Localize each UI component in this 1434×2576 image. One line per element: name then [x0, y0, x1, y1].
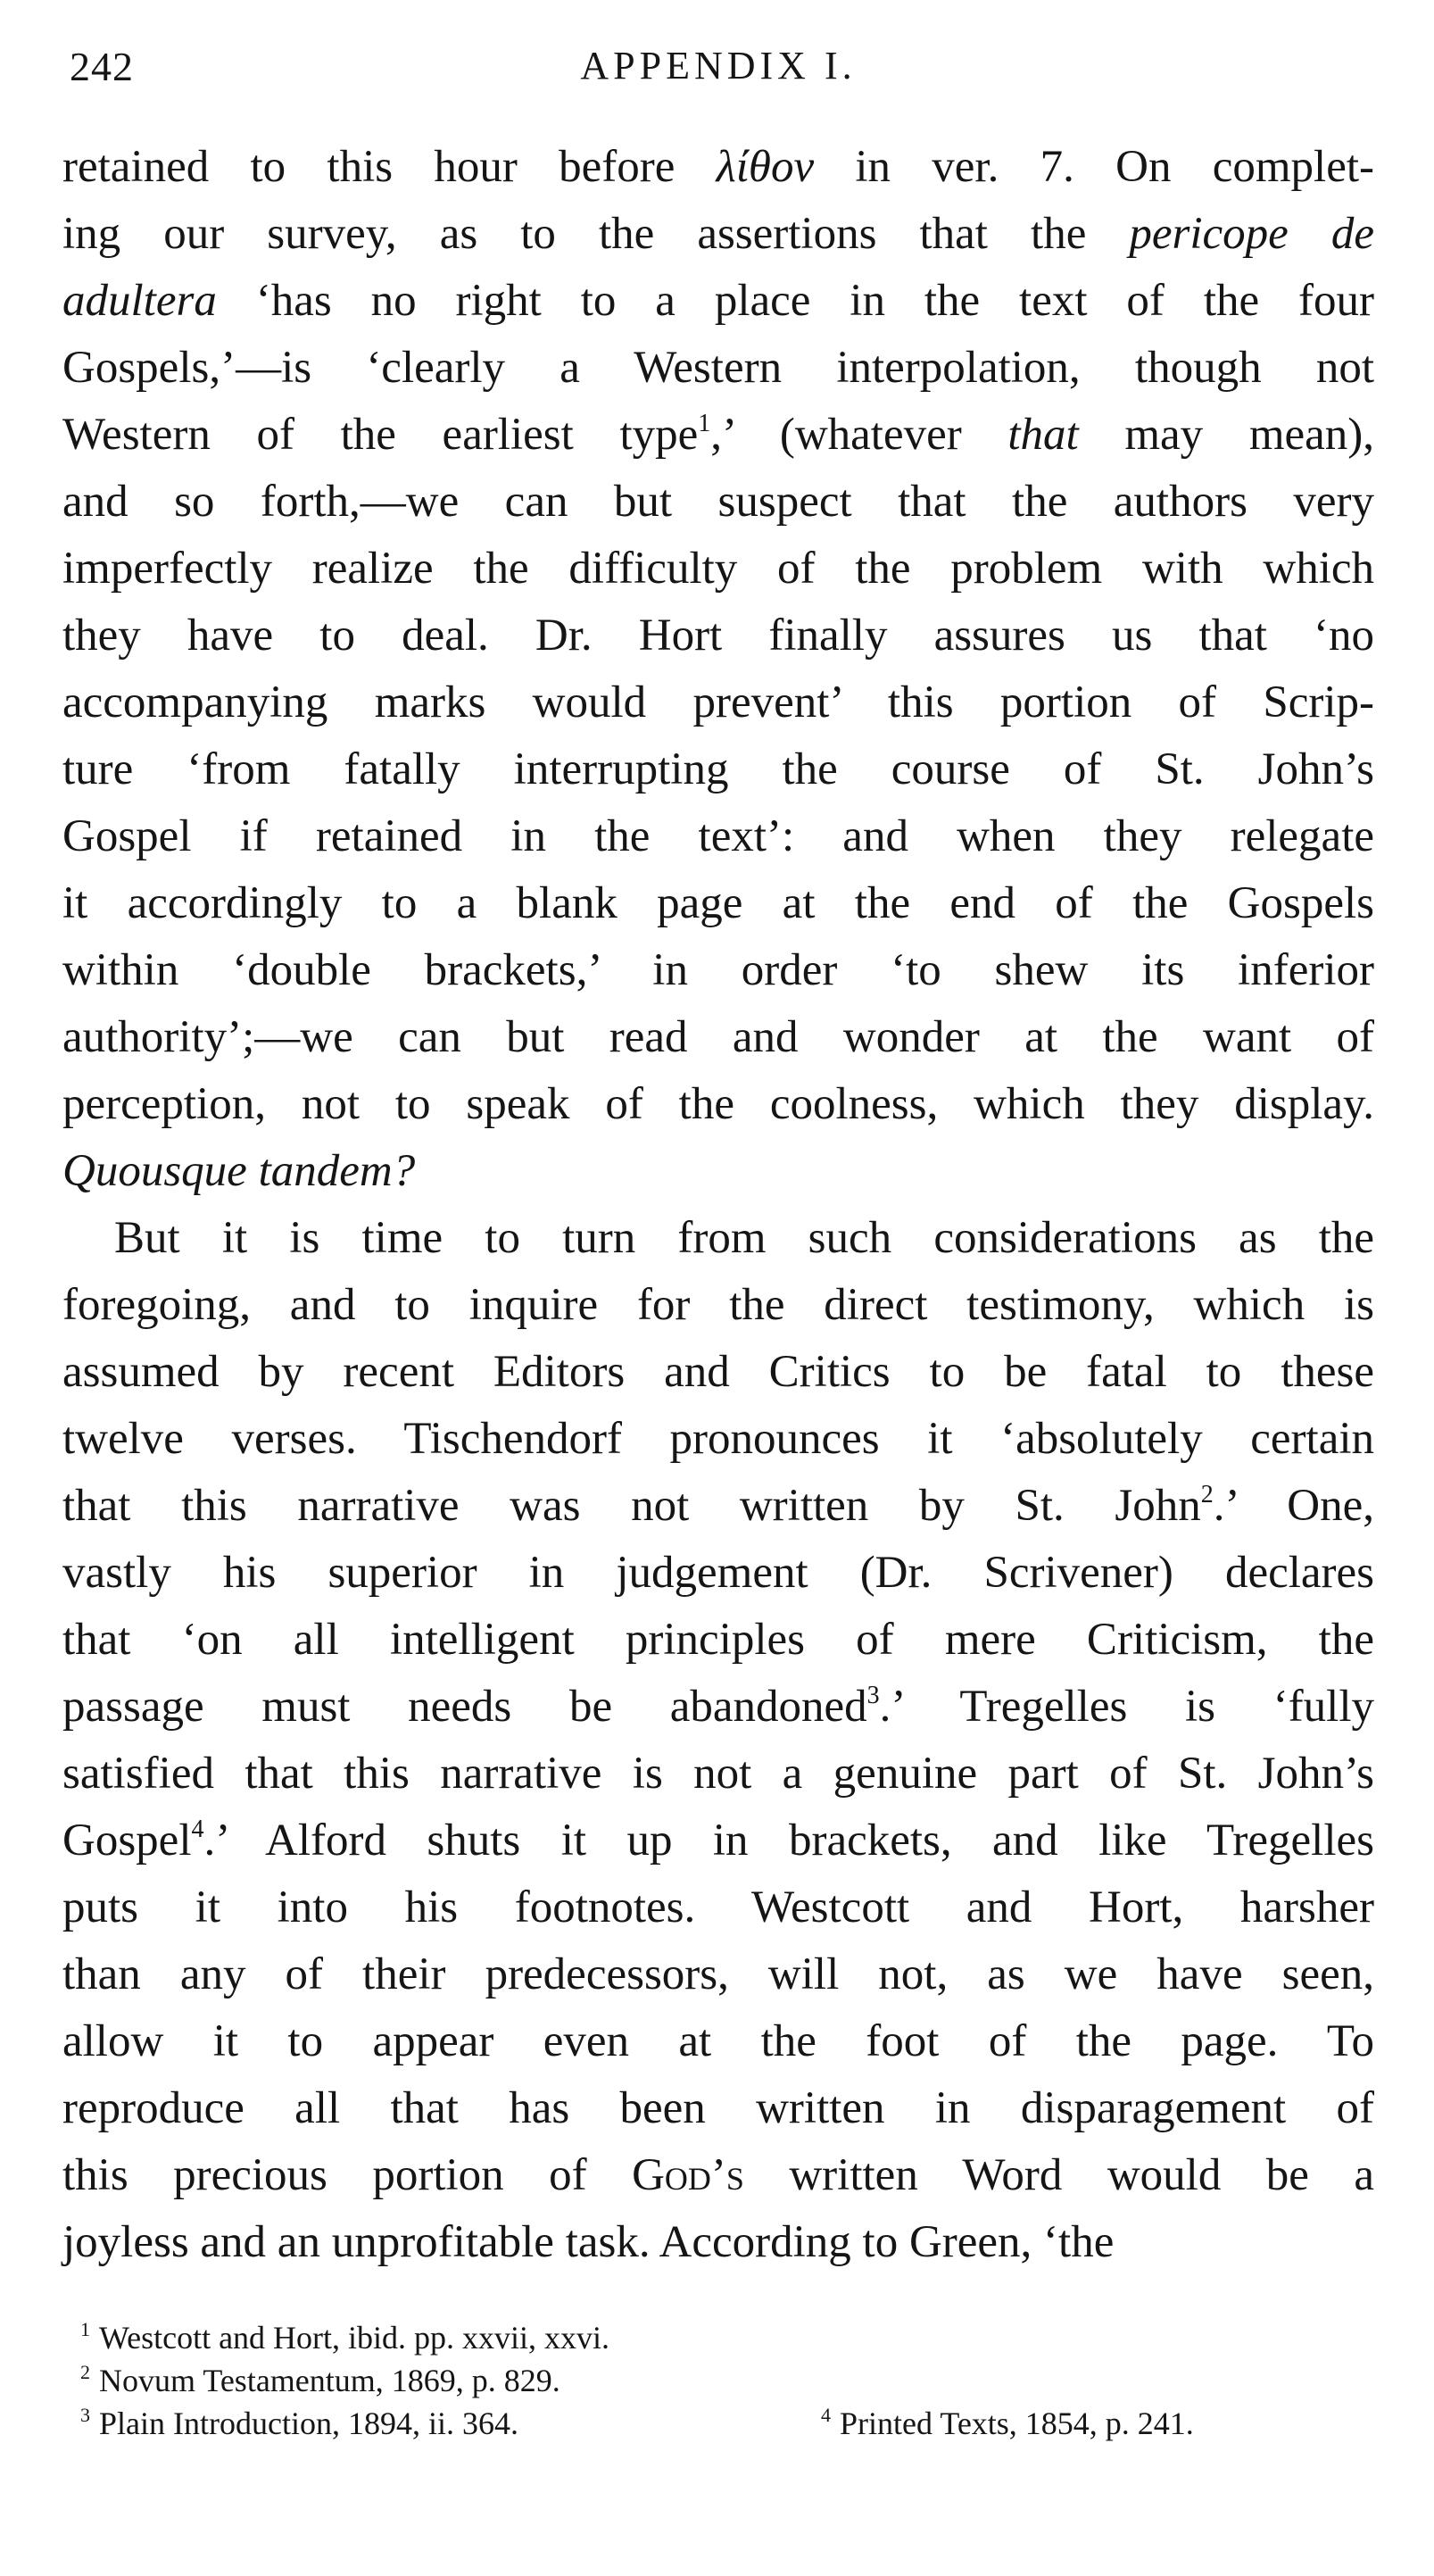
paragraph-2 [62, 1205, 1374, 2276]
text-line: joyless and an unprofitable task. According to Green, ‘the [62, 2217, 1115, 2267]
text-line: than any of their predecessors, will not, as we have seen, [62, 1949, 1374, 1999]
text-line: authority’;—we can but read and wonder at the want of [62, 1012, 1374, 1062]
footnote: $^4$ Printed Texts, 1854, p. 241. [821, 2404, 1194, 2441]
footnote: $^2$ Novum Testamentum, 1869, p. 829. [80, 2361, 560, 2398]
footnote: $^3$ Plain Introduction, 1894, ii. 364. [80, 2404, 518, 2441]
page-number: 242 [70, 44, 134, 89]
text-line: Quousque tandem? [62, 1146, 416, 1196]
footnote-number: 1 [80, 2318, 90, 2340]
footnote-marker: 1 [698, 410, 711, 437]
text-line: reproduce all that has been written in disparagement of [62, 2083, 1374, 2133]
footnotes [80, 2316, 1347, 2445]
footnote-number: 4 [821, 2404, 831, 2426]
text-line: adultera ‘has no right to a place in the text of the four [62, 276, 1374, 326]
text-line: within ‘double brackets,’ in order ‘to shew its inferior [62, 945, 1374, 995]
text-line: Gospel if retained in the text’: and when they relegate [62, 811, 1374, 861]
text-line: retained to this hour before λίθον in ver. 7. On complet- [62, 142, 1374, 192]
footnote: $^1$ Westcott and Hort, ibid. pp. xxvii, xxvi. [80, 2318, 610, 2356]
text-line: assumed by recent Editors and Critics to be fatal to these [62, 1347, 1374, 1397]
text-line: vastly his superior in judgement (Dr. Scrivener) declares [62, 1548, 1374, 1598]
text-line: this precious portion of God’s written Word would be a [62, 2150, 1374, 2200]
text-line: that ‘on all intelligent principles of mere Criticism, the [62, 1615, 1374, 1665]
text-line: ing our survey, as to the assertions that the pericope de [62, 209, 1375, 259]
text-line: twelve verses. Tischendorf pronounces it ‘absolutely certain [62, 1414, 1374, 1464]
page-header [62, 43, 1374, 105]
footnote-row [80, 2402, 1347, 2445]
footnote-marker: 3 [866, 1682, 880, 1709]
text-line: satisfied that this narrative is not a genuine part of St. John’s [62, 1749, 1374, 1799]
footnote-marker: 4 [191, 1816, 204, 1843]
paragraph-1 [62, 134, 1374, 1205]
running-head: APPENDIX I. [580, 44, 857, 87]
text-line: it accordingly to a blank page at the end of the Gospels [62, 878, 1374, 928]
text-line: perception, not to speak of the coolness, which they display. [62, 1079, 1374, 1129]
text-line: that this narrative was not written by St. John$^2$.’ One, [62, 1481, 1374, 1531]
text-line: Gospels,’—is ‘clearly a Western interpolation, though not [62, 343, 1374, 393]
text-line: foregoing, and to inquire for the direct testimony, which is [62, 1280, 1374, 1330]
greek-word: λίθον [716, 142, 815, 192]
text-line: ture ‘from fatally interrupting the course of St. John’s [62, 744, 1374, 794]
footnote-marker: 2 [1200, 1481, 1214, 1508]
text-line: puts it into his footnotes. Westcott and Hort, harsher [62, 1882, 1374, 1932]
footnote-number: 3 [80, 2404, 90, 2426]
text-line: passage must needs be abandoned$^3$.’ Tregelles is ‘fully [62, 1682, 1374, 1732]
text-line: Gospel$^4$.’ Alford shuts it up in brackets, and like Tregelles [62, 1816, 1374, 1866]
text-line: and so forth,—we can but suspect that the authors very [62, 477, 1374, 527]
text-line: allow it to appear even at the foot of the page. To [62, 2016, 1374, 2066]
footnote-number: 2 [80, 2361, 90, 2383]
text-line: they have to deal. Dr. Hort finally assures us that ‘no [62, 611, 1374, 661]
text-line: Western of the earliest type$^1$,’ (whatever that may mean), [62, 410, 1375, 460]
body-text [62, 134, 1374, 2276]
text-line: But it is time to turn from such considerations as the [114, 1213, 1374, 1263]
text-line: imperfectly realize the difficulty of the problem with which [62, 544, 1374, 594]
text-line: accompanying marks would prevent’ this portion of Scrip- [62, 677, 1374, 727]
